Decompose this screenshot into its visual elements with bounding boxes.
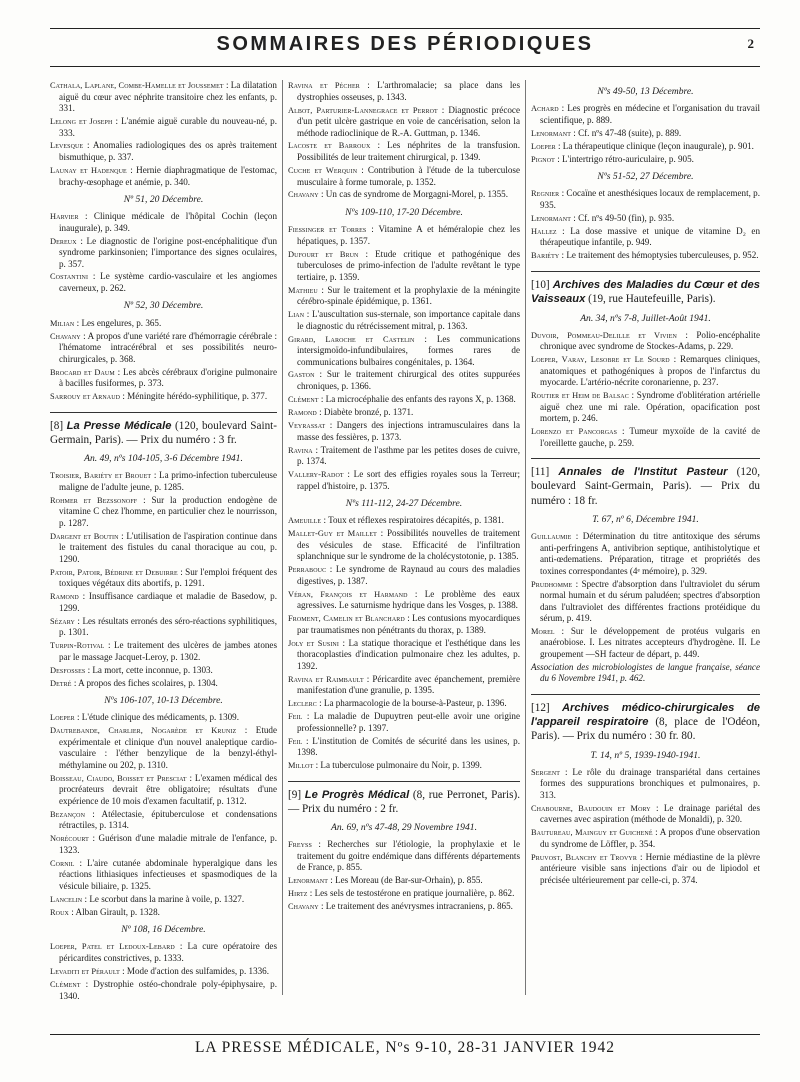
article-entry (288, 674, 520, 697)
article-entry (50, 907, 277, 919)
entry-authors: Guillaumie (531, 532, 572, 542)
entry-title: : Le système cardio-vasculaire et les angiomes caverneux, p. 262. (59, 271, 277, 294)
issue-heading: Nºs 111-112, 24-27 Décembre. (345, 498, 463, 510)
entry-authors: Gaston (288, 370, 315, 380)
entry-authors: Lian (288, 310, 305, 320)
section-divider (531, 271, 760, 272)
issue-heading: Nº 51, 20 Décembre. (123, 193, 204, 205)
entry-authors: Albot, Parturier-Lannegrace et Perrot (288, 105, 438, 115)
page-header (50, 28, 760, 67)
entry-title: : La tuberculose pulmonaire du Noir, p. 1399. (313, 760, 482, 771)
issue-heading: An. 34, nºs 7-8, Juillet-Août 1941. (580, 312, 711, 324)
article-entry (50, 495, 277, 529)
entry-title: : Spectre d'absorption dans l'ultraviolet du sérum normal humain et du sérum paludéen; spectres d'absorption dans l'ultraviolet des différentes fractions protéidique du sérum, p. 419. (540, 578, 760, 623)
article-entry (531, 128, 760, 140)
entry-title: : Sur la production endogène de vitamine C chez l'homme, en particulier chez le nourrisson, p. 1287. (59, 494, 277, 528)
issue-heading: Nº 108, 16 Décembre. (121, 924, 206, 936)
entry-title: : La primo-infection tuberculeuse maligne de l'adulte jeune, p. 1285. (59, 470, 277, 492)
entry-title: : L'étude clinique des médicaments, p. 1309. (74, 712, 239, 723)
entry-authors: Routier et Heim de Balsac (531, 391, 629, 401)
entry-authors: Hirtz (288, 889, 308, 899)
entry-authors: Pruvost, Blanchy et Trovyr (531, 852, 637, 862)
entry-title: : Le sort des effigies royales sous la Terreur; rappel d'histoire, p. 1375. (297, 469, 520, 491)
periodical-details: (8, place de l'Odéon, Paris). — Prix du numéro : 30 fr. 80. (531, 716, 760, 743)
article-entry (50, 271, 277, 294)
entry-authors: Ravina et Pécher (288, 81, 360, 90)
entry-authors: Lacoste et Barroux (288, 141, 371, 151)
issue-heading: An. 69, nºs 47-48, 29 Novembre 1941. (331, 822, 477, 834)
article-entry (288, 105, 520, 139)
entry-authors: Bautureau, Mainguy et Guichené (531, 828, 653, 838)
article-entry (531, 354, 760, 388)
article-entry (288, 420, 520, 443)
entry-authors: Girard, Laroche et Castelin (288, 334, 415, 344)
article-entry (531, 531, 760, 577)
article-entry (288, 901, 520, 913)
entry-authors: Cathala, Laplane, Combe-Hamelle et Joussemet (50, 81, 224, 90)
article-entry (50, 725, 277, 771)
article-entry (288, 165, 520, 188)
article-entry (288, 80, 520, 103)
entry-title: : Syndrome d'oblitération artérielle aiguë chez une mi rale. Opération, opacification post mortem, p. 246. (540, 390, 760, 424)
section-divider (531, 458, 760, 459)
article-entry (50, 80, 277, 114)
article-entry (50, 941, 277, 964)
entry-title: : La cure opératoire des péricardites constrictives, p. 1333. (59, 941, 277, 963)
entry-title: : Toux et réflexes respiratoires décapités, p. 1381. (321, 515, 504, 526)
entry-authors: Feil (288, 736, 303, 746)
entry-title: : La maladie de Dupuytren peut-elle avoir une origine professionnelle? p. 1397. (297, 711, 520, 733)
entry-authors: Cornil (50, 858, 75, 868)
entry-authors: Ramond (50, 592, 79, 602)
entry-authors: Chavany (288, 190, 319, 200)
entry-authors: Millot (288, 761, 314, 771)
periodical-number: [11] (531, 466, 550, 479)
entry-title: : La dilatation aiguë du cœur avec néphrite transitoire chez les enfants, p. 331. (59, 80, 277, 113)
entry-authors: Bezançon (50, 809, 86, 819)
article-entry (288, 334, 520, 368)
article-entry (50, 211, 277, 234)
entry-title: : Sur le traitement et la prophylaxie de la méningite cérébro-spinale épidémique, p. 1361. (297, 284, 520, 307)
article-entry (288, 445, 520, 468)
issue-heading: T. 14, nº 5, 1939-1940-1941. (590, 749, 701, 761)
entry-authors: Regnier (531, 189, 560, 199)
entry-authors: Ravina et Raimbault (288, 674, 364, 684)
column-3 (531, 80, 760, 888)
article-entry (50, 367, 277, 390)
column-divider (282, 80, 283, 995)
article-entry (50, 640, 277, 663)
article-entry (288, 189, 520, 201)
entry-authors: Sergent (531, 767, 561, 777)
entry-title: : Sur le développement de protéus vulgaris en anaérobiose. I. Les nitrates accepteurs d'hydrogène. II. Le groupement —SH facteur de départ, p. 449. (540, 625, 760, 659)
article-entry (50, 773, 277, 807)
article-entry (50, 165, 277, 188)
entry-authors: Loeper (50, 713, 75, 723)
article-entry (288, 589, 520, 612)
article-entry (50, 809, 277, 832)
entry-authors: Chabourne, Baudouin et Mory (531, 803, 651, 813)
article-entry (288, 613, 520, 636)
entry-authors: Joly et Susini (288, 638, 339, 648)
entry-title: : L'examen médical des procréateurs devrait être obligatoire; résultats d'une expérience de 10 mois d'examen facultatif, p. 1312. (59, 772, 277, 806)
entry-title: : Tumeur myxoïde de la cavité de l'oreillette gauche, p. 259. (540, 426, 760, 448)
entry-authors: Milian (50, 318, 75, 328)
entry-title: : Diagnostic précoce d'un petit ulcère gastrique en voie de cancérisation, selon la méthode radioclinique de R.-A. Guttman, p. 1346. (297, 104, 520, 138)
entry-title: : La thérapeutique clinique (leçon inaugurale), p. 901. (555, 140, 754, 151)
entry-authors: Boisseau, Ciaudo, Boisset et Presciat (50, 773, 187, 783)
entry-title: : L'auscultation sus-sternale, son importance capitale dans le diagnostic du rétrécissement mitral, p. 1363. (297, 309, 520, 331)
page-footer: LA PRESSE MÉDICALE, Nºs 9-10, 28-31 JANVIER 1942 (50, 1034, 760, 1057)
entry-authors: Brocard et Daum (50, 367, 115, 377)
entry-title: : A propos d'une observation du syndrome de Löffler, p. 354. (540, 827, 760, 849)
entry-authors: Norécourt (50, 834, 89, 844)
article-entry (531, 767, 760, 801)
article-entry (531, 103, 760, 126)
entry-title: : Les engelures, p. 365. (74, 317, 162, 328)
entry-authors: Morel (531, 626, 555, 636)
entry-authors: Lelong et Joseph (50, 116, 113, 126)
entry-title: : Dangers des injections intramusculaires dans la masse des fessières, p. 1373. (297, 420, 520, 442)
entry-title: : La statique thoracique et l'esthétique dans les thoracoplasties d'indication pulmonaire chez les adultes, p. 1392. (297, 637, 520, 671)
entry-title: : Le syndrome de Raynaud au cours des maladies digestives, p. 1387. (297, 564, 520, 586)
entry-title: : Le diagnostic de l'origine post-encéphalitique d'un syndrome parkinsonien; l'importance des signes oculaires, p. 357. (59, 235, 277, 269)
entry-title: : Les résultats erronés des séro-réactions syphilitiques, p. 1301. (59, 615, 277, 638)
article-entry (288, 224, 520, 247)
entry-title: : Clinique médicale de l'hôpital Cochin (leçon inaugurale), p. 349. (59, 211, 277, 233)
entry-title: : Le problème des eaux agressives. Le saturnisme hydrique dans les Vosges, p. 1388. (297, 588, 520, 611)
article-entry (50, 712, 277, 724)
entry-authors: Chavany (50, 331, 81, 341)
entry-authors: Achard (531, 104, 559, 114)
article-entry (531, 803, 760, 826)
entry-title: : L'arthromalacie; sa place dans les dystrophies osseuses, p. 1343. (297, 80, 521, 102)
article-entry (531, 213, 760, 225)
article-entry (531, 579, 760, 625)
issue-heading: Nºs 106-107, 10-13 Décembre. (104, 695, 223, 707)
entry-authors: Lenormant (288, 876, 329, 886)
entry-title: : Traitement de l'asthme par les petites doses de cuivre, p. 1374. (297, 444, 520, 467)
entry-authors: Leclerc (288, 699, 317, 709)
entry-authors: Froment, Camelin et Blanchard (288, 614, 405, 624)
entry-title: : Péricardite avec épanchement, première manifestation d'une granulie, p. 1395. (297, 673, 521, 696)
article-entry (531, 626, 760, 660)
column-1 (50, 80, 277, 1004)
article-entry (288, 698, 520, 710)
entry-authors: Chavany (288, 902, 319, 912)
periodical-title: Annales de l'Institut Pasteur (558, 466, 728, 479)
entry-title: : Le scorbut dans la marine à voile, p. 1327. (82, 893, 245, 904)
entry-title: : Le rôle du drainage transpariétal dans certaines formes des suppurations bronchiques et pulmonaires, p. 313. (540, 766, 760, 800)
periodical-details: (19, rue Hautefeuille, Paris). (585, 293, 716, 306)
entry-title: : Les communications intersigmoïdo-infundibulaires, formes rares de communications bulbaires congénitales, p. 1364. (297, 333, 520, 367)
entry-title: : Hernie médiastine de la plèvre antérieure visible sans injections d'air ou de lipiodol et précisée ultérieurement par celle-ci, p. 374. (540, 851, 760, 885)
article-entry (531, 250, 760, 262)
entry-title: : Etude expérimentale et clinique d'un nouvel analeptique cardio-vasculaire : l'éther benzylique de la benzyl-éthyl-méthylamine ou 202, p. 1310. (59, 725, 277, 770)
column-2 (288, 80, 520, 915)
entry-title: : Les contusions myocardiques par traumatismes non pénétrants du thorax, p. 1389. (297, 613, 520, 635)
entry-title: : Recherches sur l'étiologie, la prophylaxie et le traitement du goitre endémique dans différents départements de France, p. 855. (297, 839, 520, 873)
entry-authors: Clément (288, 394, 319, 404)
periodical-title: Archives médico-chirurgicales de l'appareil respiratoire (531, 701, 760, 729)
entry-authors: Levesque (50, 141, 84, 151)
entry-authors: Freyss (288, 840, 312, 850)
entry-title: : Polio-encéphalite chronique avec syndrome de Stockes-Adams, p. 229. (540, 329, 760, 352)
article-entry (50, 858, 277, 892)
article-entry (531, 188, 760, 211)
article-entry (531, 852, 760, 886)
entry-authors: Rohmer et Bezssonoff (50, 495, 138, 505)
periodical-number: [8] (50, 419, 64, 432)
entry-title: : Le traitement des ulcères de jambes atones par le massage Jacquet-Leroy, p. 1302. (59, 640, 277, 662)
article-entry (50, 966, 277, 978)
article-entry (288, 469, 520, 492)
entry-title: : Les abcès cérébraux d'origine pulmonaire à bacilles fusiformes, p. 373. (59, 366, 277, 389)
columns (50, 80, 761, 1001)
article-entry (50, 833, 277, 856)
article-entry (50, 616, 277, 639)
entry-title: : La pharmacologie de la bourse-à-Pasteur, p. 1396. (316, 698, 507, 709)
article-entry (531, 154, 760, 166)
entry-title: : Alban Girault, p. 1328. (68, 906, 160, 917)
article-entry (531, 827, 760, 850)
entry-title: : Les néphrites de la transfusion. Possibilités de leur traitement chirurgical, p. 1349. (297, 140, 520, 162)
entry-title: : Le drainage pariétal des cavernes avec aspiration (méthode de Monaldi), p. 320. (540, 802, 761, 825)
entry-title: : Méningite hérédo-syphilitique, p. 377. (120, 391, 268, 402)
entry-title: : Remarques cliniques, anatomiques et pathogéniques à propos de l'infarctus du myocarde. L'artério-nécrite coronarienne, p. 237. (540, 354, 760, 388)
periodical-title: Archives des Maladies du Cœur et des Vaisseaux (531, 278, 760, 306)
session-note: Association des microbiologistes de langue française, séance du 6 Novembre 1941, p. 462. (531, 661, 760, 684)
page-number: 2 (747, 36, 754, 51)
article-entry (288, 407, 520, 419)
article-entry (288, 875, 520, 887)
article-entry (50, 318, 277, 330)
entry-title: : Diabète bronzé, p. 1371. (316, 407, 414, 418)
entry-title: : Vitamine A et héméralopie chez les hépatiques, p. 1357. (297, 224, 520, 246)
entry-authors: Desfosses (50, 665, 86, 675)
article-entry (288, 369, 520, 392)
entry-title: : Dystrophie ostéo-chondrale poly-épiphysaire, p. 1340. (59, 979, 277, 1001)
entry-authors: Launay et Hadenque (50, 165, 127, 175)
article-entry (288, 760, 520, 772)
periodical-heading (531, 465, 760, 508)
entry-title: : Cocaïne et anesthésiques locaux de remplacement, p. 935. (540, 188, 760, 210)
entry-authors: Troisier, Bariéty et Brouet (50, 471, 152, 481)
entry-title: : Le traitement des hémoptysies tuberculeuses, p. 952. (559, 250, 759, 261)
entry-title: : La dose massive et unique de vitamine D₂ en thérapeutique infantile, p. 949. (540, 225, 760, 248)
issue-heading: Nºs 51-52, 27 Décembre. (597, 171, 694, 183)
article-entry (288, 140, 520, 163)
article-entry (50, 391, 277, 403)
column-divider (525, 80, 526, 995)
periodical-details: (120, boulevard Saint-Germain, Paris). — Prix du numéro : 18 fr. (531, 466, 760, 507)
entry-authors: Bariéty (531, 251, 560, 261)
periodical-details: (8, rue Perronet, Paris). — Prix du numéro : 2 fr. (288, 788, 521, 816)
entry-title: : Contribution à l'étude de la tuberculose musculaire à forme tumorale, p. 1352. (297, 164, 520, 187)
section-divider (50, 412, 277, 413)
article-entry (50, 470, 277, 493)
entry-authors: Lenormant (531, 128, 572, 138)
entry-authors: Perrabouc (288, 565, 327, 575)
issue-heading: Nºs 49-50, 13 Décembre. (597, 86, 694, 97)
entry-title: : Un cas de syndrome de Morgagni-Morel, p. 1355. (318, 189, 508, 200)
entry-authors: Lancelin (50, 894, 83, 904)
article-entry (288, 309, 520, 332)
entry-title: : Hernie diaphragmatique de l'estomac, brachy-œsophage et anémie, p. 340. (59, 164, 277, 187)
article-entry (50, 665, 277, 677)
article-entry (288, 394, 520, 406)
entry-authors: Dufourt et Brun (288, 249, 359, 259)
article-entry (50, 979, 277, 1002)
entry-title: : Les progrès en médecine et l'organisation du travail scientifique, p. 889. (540, 103, 760, 125)
entry-title: : L'aire cutanée abdominale hyperalgique dans les réactions lithiasiques infectieuses et spasmodiques de la vésicule biliaire, p. 1325. (59, 857, 277, 891)
entry-authors: Loeper, Varay, Lesobre et Le Sourd (531, 355, 670, 365)
entry-authors: Ramond (288, 408, 317, 418)
article-entry (288, 711, 520, 734)
periodical-number: [10] (531, 278, 550, 291)
entry-authors: Roux (50, 907, 69, 917)
entry-authors: Hallez (531, 226, 557, 236)
entry-title: : Atélectasie, épituberculose et condensations rétractiles, p. 1314. (59, 808, 277, 831)
entry-authors: Lenormant (531, 213, 572, 223)
entry-authors: Patoir, Patoir, Bédrine et Debuirre (50, 567, 178, 577)
entry-title: : Détermination du titre antitoxique des sérums anti-perfringens A, antivibrion septique, antihistolytique et anti-œdematiens. Préparation, titrage et propriétés des toxines correspondantes (4ᵉ mémoire), p. 329. (540, 531, 760, 576)
entry-authors: Véran, François et Harmand (288, 589, 408, 599)
entry-authors: Dargent et Boutin (50, 531, 119, 541)
entry-authors: Duvoir, Pommeau-Delille et Vivien (531, 330, 677, 340)
entry-title: : Cf. nºs 47-48 (suite), p. 889. (571, 127, 682, 138)
article-entry (288, 249, 520, 283)
article-entry (50, 567, 277, 590)
article-entry (531, 390, 760, 424)
article-entry (288, 839, 520, 873)
entry-authors: Fiessinger et Torres (288, 225, 367, 235)
entry-title: : Mode d'action des sulfamides, p. 1336. (119, 965, 269, 976)
periodical-details: (120, boulevard Saint-Germain, Paris). — Prix du numéro : 3 fr. (50, 419, 278, 446)
entry-title: : Etude critique et pathogénique des tuberculoses de primo-infection de l'adulte revêtant le type tertiaire, p. 1359. (297, 248, 521, 282)
article-entry (531, 426, 760, 449)
entry-authors: Ravina (288, 445, 313, 455)
entry-authors: Sézary (50, 616, 75, 626)
entry-title: : L'utilisation de l'aspiration continue dans le traitement des fistules du canal thoracique au cou, p. 1290. (59, 530, 277, 564)
issue-heading: Nº 52, 30 Décembre. (123, 300, 204, 312)
entry-authors: Prudhomme (531, 579, 573, 589)
article-entry (50, 116, 277, 139)
periodical-heading (531, 278, 760, 307)
article-entry (50, 140, 277, 163)
issue-heading: Nºs 109-110, 17-20 Décembre. (345, 207, 463, 218)
article-entry (288, 564, 520, 587)
article-entry (288, 285, 520, 308)
periodical-number: [12] (531, 701, 550, 714)
entry-title: : Le traitement des anévrysmes intracraniens, p. 865. (318, 901, 513, 912)
article-entry (50, 531, 277, 565)
entry-authors: Clément (50, 980, 81, 989)
journal-page (50, 22, 760, 1062)
article-entry (50, 678, 277, 690)
entry-title: : Guérison d'une maladie mitrale de l'enfance, p. 1323. (59, 833, 277, 855)
entry-authors: Vallery-Radot (288, 470, 344, 480)
article-entry (288, 736, 520, 759)
entry-title: : La mort, cette inconnue, p. 1303. (85, 664, 213, 675)
entry-authors: Detré (50, 678, 72, 688)
entry-authors: Turpin-Rotival (50, 641, 105, 651)
entry-title: : Les sels de testostérone en pratique journalière, p. 862. (307, 888, 515, 899)
entry-title: : Cf. nºs 49-50 (fin), p. 935. (571, 212, 675, 223)
entry-authors: Harvier (50, 212, 79, 222)
issue-heading: An. 49, nºs 104-105, 3-6 Décembre 1941. (84, 453, 243, 465)
entry-title: : Anomalies radiologiques des os après traitement bismuthique, p. 337. (59, 140, 277, 162)
entry-authors: Veyrassat (288, 421, 326, 431)
entry-authors: Dautrebande, Charlier, Nogarède et Kruniz (50, 726, 237, 736)
entry-title: : A propos des fiches scolaires, p. 1304. (71, 677, 218, 688)
entry-authors: Dereux (50, 236, 77, 246)
entry-title: : A propos d'une variété rare d'hémorragie cérébrale : l'hématome intracérébral et ses possibilités neuro-chirurgicales, p. 368. (59, 330, 277, 364)
section-divider (531, 694, 760, 695)
article-entry (531, 141, 760, 153)
periodical-heading (531, 701, 760, 744)
entry-authors: Loeper, Patel et Ledoux-Lebard (50, 942, 175, 952)
issue-heading: T. 67, nº 6, Décembre 1941. (592, 514, 699, 526)
periodical-title: La Presse Médicale (66, 419, 172, 432)
entry-authors: Loeper (531, 141, 556, 151)
entry-title: : Possibilités nouvelles de traitement des vésicules de stase. Efficacité de l'infiltration splanchnique sur le syndrome de la cholécystotonie, p. 1385. (297, 528, 520, 562)
entry-title: : Les Moreau (de Bar-sur-Orhain), p. 855. (328, 875, 483, 886)
article-entry (50, 591, 277, 614)
entry-authors: Lorenzo et Pancorgas (531, 427, 618, 437)
article-entry (288, 638, 520, 672)
article-entry (50, 331, 277, 365)
entry-authors: Sarrouy et Arnaud (50, 392, 121, 402)
entry-title: : L'anémie aiguë curable du nouveau-né, p. 333. (59, 115, 277, 138)
periodical-heading (50, 419, 277, 448)
entry-title: : La microcéphalie des enfants des rayons X, p. 1368. (318, 393, 516, 404)
section-divider (288, 781, 520, 782)
entry-title: : L'institution de Comités de sécurité dans les usines, p. 1398. (297, 735, 520, 758)
entry-authors: Feil (288, 712, 303, 722)
entry-authors: Ameuille (288, 516, 322, 526)
article-entry (288, 515, 520, 527)
periodical-heading (288, 788, 520, 817)
entry-authors: Cuche et Werquin (288, 165, 358, 175)
entry-title: : Sur le traitement chirurgical des otites suppurées chroniques, p. 1366. (297, 369, 520, 392)
periodical-number: [9] (288, 788, 302, 801)
article-entry (288, 888, 520, 900)
entry-authors: Mathieu (288, 285, 318, 295)
entry-title: : L'intertrigo rétro-auriculaire, p. 905. (554, 153, 694, 164)
entry-authors: Pignot (531, 154, 555, 164)
article-entry (531, 330, 760, 353)
periodical-title: Le Progrès Médical (304, 788, 410, 801)
article-entry (50, 894, 277, 906)
entry-authors: Levaditi et Pérault (50, 966, 120, 976)
article-entry (50, 236, 277, 270)
entry-title: : Insuffisance cardiaque et maladie de Basedow, p. 1299. (59, 591, 277, 613)
entry-title: : Sur l'emploi fréquent des toxiques végétaux dits abortifs, p. 1291. (59, 566, 277, 589)
article-entry (288, 528, 520, 562)
entry-authors: Costantini (50, 272, 89, 282)
entry-authors: Mallet-Guy et Maillet (288, 529, 377, 539)
page-title: SOMMAIRES DES PÉRIODIQUES (216, 33, 594, 55)
article-entry (531, 226, 760, 249)
